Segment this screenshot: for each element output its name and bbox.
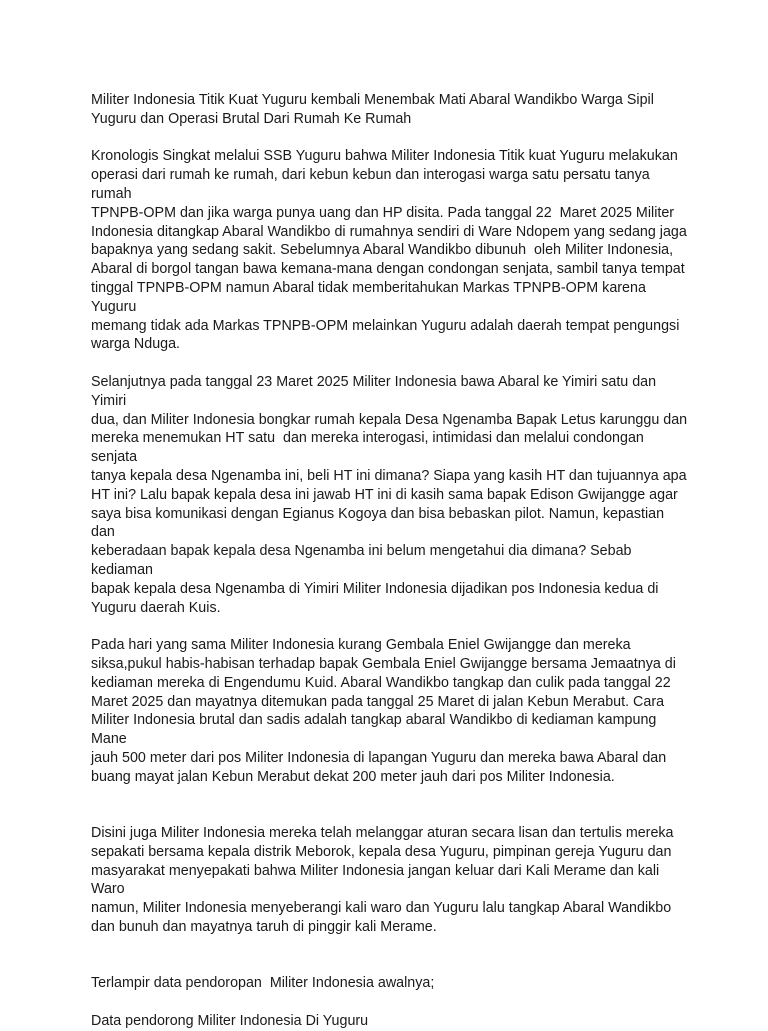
text-line: TPNPB-OPM dan jika warga punya uang dan HP disita. Pada tanggal 22 Maret 2025 Militer bbox=[91, 204, 675, 221]
text-line: Maret 2025 dan mayatnya ditemukan pada tanggal 25 Maret di jalan Kebun Merabut. Cara bbox=[91, 693, 665, 710]
text-line: HT ini? Lalu bapak kepala desa ini jawab HT ini di kasih sama bapak Edison Gwijangge agar bbox=[91, 486, 678, 503]
text-line: saya bisa komunikasi dengan Egianus Kogoya dan bisa bebaskan pilot. Namun, kepastian dan bbox=[91, 505, 669, 541]
attachment-note: Terlampir data pendoropan Militer Indonesia awalnya; bbox=[91, 975, 435, 992]
title-line: Yuguru dan Operasi Brutal Dari Rumah Ke Rumah bbox=[91, 110, 412, 127]
text-line: sepakati bersama kepala distrik Meborok, kepala desa Yuguru, pimpinan gereja Yuguru dan bbox=[91, 843, 672, 860]
text-line: buang mayat jalan Kebun Merabut dekat 200 meter jauh dari pos Militer Indonesia. bbox=[91, 768, 615, 785]
text-line: dua, dan Militer Indonesia bongkar rumah kepala Desa Ngenamba Bapak Letus karunggu dan bbox=[91, 411, 688, 428]
text-line: kediaman mereka di Engendumu Kuid. Abaral Wandikbo tangkap dan culik pada tanggal 22 bbox=[91, 674, 671, 691]
paragraph-selanjutnya bbox=[91, 373, 691, 617]
paragraph-disini bbox=[91, 824, 691, 937]
text-line: Abaral di borgol tangan bawa kemana-mana dengan condongan senjata, sambil tanya tempat bbox=[91, 261, 685, 278]
text-line: namun, Militer Indonesia menyeberangi kali waro dan Yuguru lalu tangkap Abaral Wandikbo bbox=[91, 900, 672, 917]
title-line: Militer Indonesia Titik Kuat Yuguru kembali Menembak Mati Abaral Wandikbo Warga Sipil bbox=[91, 92, 654, 108]
text-line: tinggal TPNPB-OPM namun Abaral tidak memberitahukan Markas TPNPB-OPM karena Yuguru bbox=[91, 279, 650, 315]
paragraph-kronologis bbox=[91, 147, 691, 354]
paragraph-hari-yang-sama bbox=[91, 636, 691, 786]
text-line: keberadaan bapak kepala desa Ngenamba ini belum mengetahui dia dimana? Sebab kediaman bbox=[91, 543, 636, 578]
text-line: dan bunuh dan mayatnya taruh di pinggir kali Merame. bbox=[91, 919, 437, 936]
text-line: bapak kepala desa Ngenamba di Yimiri Militer Indonesia dijadikan pos Indonesia kedua di bbox=[91, 580, 659, 597]
text-line: Kronologis Singkat melalui SSB Yuguru bahwa Militer Indonesia Titik kuat Yuguru melakukan bbox=[91, 148, 678, 165]
document-title bbox=[91, 91, 691, 129]
document-body bbox=[91, 91, 691, 1031]
text-line: bapaknya yang sedang sakit. Sebelumnya Abaral Wandikbo dibunuh oleh Militer Indonesia, bbox=[91, 242, 674, 259]
text-line: masyarakat menyepakati bahwa Militer Indonesia jangan keluar dari Kali Merame dan kali Waro bbox=[91, 862, 664, 898]
text-line: siksa,pukul habis-habisan terhadap bapak Gembala Eniel Gwijangge bersama Jemaatnya di bbox=[91, 655, 676, 672]
text-line: jauh 500 meter dari pos Militer Indonesia di lapangan Yuguru dan mereka bawa Abaral dan bbox=[91, 749, 667, 766]
text-line: Selanjutnya pada tanggal 23 Maret 2025 Militer Indonesia bawa Abaral ke Yimiri satu dan Yimiri bbox=[91, 373, 660, 409]
text-line: Pada hari yang sama Militer Indonesia kurang Gembala Eniel Gwijangge dan mereka bbox=[91, 637, 631, 654]
text-line: tanya kepala desa Ngenamba ini, beli HT ini dimana? Siapa yang kasih HT dan tujuannya apa bbox=[91, 467, 687, 484]
text-line: warga Nduga. bbox=[91, 336, 181, 353]
text-line: Disini juga Militer Indonesia mereka telah melanggar aturan secara lisan dan tertulis mereka bbox=[91, 825, 674, 842]
text-line: Yuguru daerah Kuis. bbox=[91, 599, 221, 616]
data-heading: Data pendorong Militer Indonesia Di Yuguru bbox=[91, 1013, 369, 1030]
text-line: Indonesia ditangkap Abaral Wandikbo di rumahnya sendiri di Ware Ndopem yang sedang jaga bbox=[91, 223, 687, 240]
text-line: memang tidak ada Markas TPNPB-OPM melainkan Yuguru adalah daerah tempat pengungsi bbox=[91, 317, 680, 334]
text-line: operasi dari rumah ke rumah, dari kebun kebun dan interogasi warga satu persatu tanya rumah bbox=[91, 167, 654, 202]
text-line: mereka menemukan HT satu dan mereka interogasi, intimidasi dan melalui condongan senjata bbox=[91, 430, 648, 466]
text-line: Militer Indonesia brutal dan sadis adalah tangkap abaral Wandikbo di kediaman kampung Mane bbox=[91, 712, 661, 748]
